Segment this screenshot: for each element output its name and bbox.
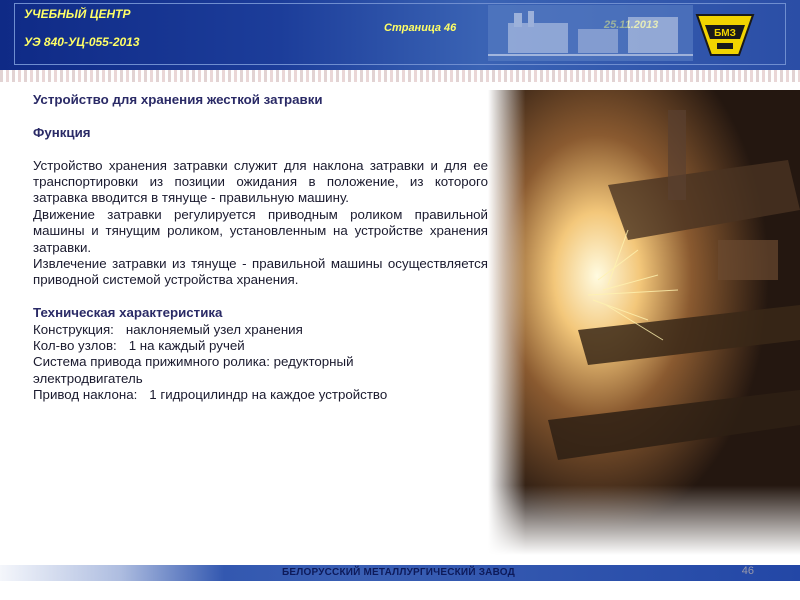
paragraph-purpose: Устройство хранения затравки служит для наклона затравки и для ее транспортировки из позиции ожидания в положение, из которого затравка вводится в тянуще - правильную машину. [33, 157, 488, 206]
slide-title: Устройство для хранения жесткой затравки [33, 92, 323, 107]
spec-tilt-value: 1 гидроцилиндр на каждое устройство [149, 387, 388, 403]
equipment-photo [488, 90, 800, 555]
spec-drive-line1: Система привода прижимного ролика: редукторный [33, 354, 354, 370]
plant-building-image [488, 5, 693, 61]
page-number: 46 [741, 565, 754, 577]
function-heading: Функция [33, 124, 91, 140]
company-name: БЕЛОРУССКИЙ МЕТАЛЛУРГИЧЕСКИЙ ЗАВОД [282, 567, 515, 578]
page-label: Страница 46 [384, 22, 457, 34]
document-code: УЭ 840-УЦ-055-2013 [24, 35, 140, 49]
spec-heading: Техническая характеристика [33, 305, 223, 321]
slide-header [0, 0, 800, 70]
spec-units [33, 338, 488, 354]
spec-units-label: Кол-во узлов: [33, 338, 117, 354]
svg-text:БМЗ: БМЗ [714, 28, 736, 39]
spec-tilt-label: Привод наклона: [33, 387, 138, 403]
spec-drive-line2: электродвигатель [33, 370, 143, 386]
paragraph-extraction: Извлечение затравки из тянуще - правильной машины осуществляется приводной системой устройства хранения. [33, 256, 488, 288]
paragraph-movement: Движение затравки регулируется приводным роликом правильной машины и тянущим роликом, установленным на устройстве хранения затравки. [33, 206, 488, 255]
slide-content [33, 92, 488, 404]
training-center-name: УЧЕБНЫЙ ЦЕНТР [24, 7, 131, 21]
spec-units-value: 1 на каждый ручей [128, 338, 245, 354]
spec-construction [33, 322, 488, 338]
spec-construction-value: наклоняемый узел хранения [125, 321, 303, 337]
spec-construction-label: Конструкция: [33, 321, 114, 337]
ornament-strip [0, 70, 800, 82]
bmz-logo-icon [693, 5, 757, 63]
spec-tilt [33, 387, 488, 403]
